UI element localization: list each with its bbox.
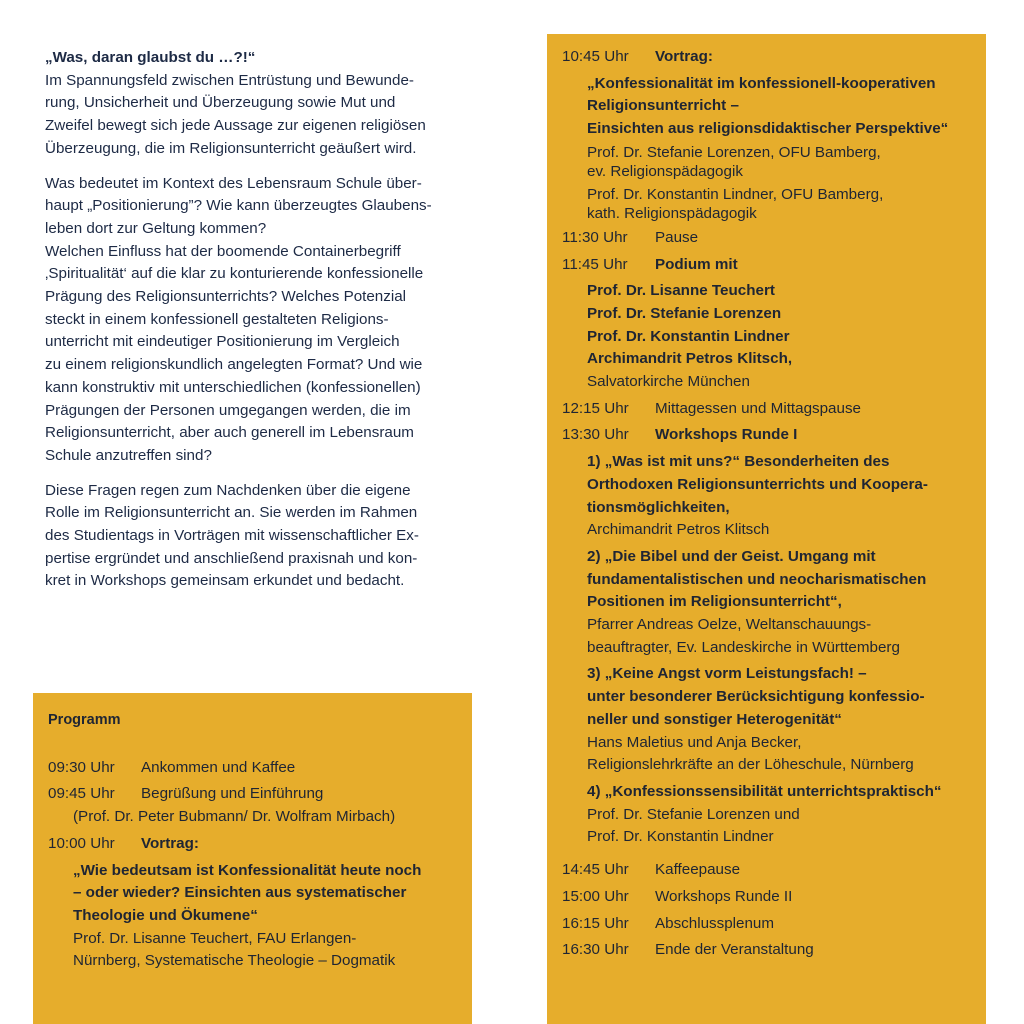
text-line: Religionsunterricht, aber auch generell im Lebensraum (45, 424, 414, 442)
text-line: Prof. Dr. Konstantin Lindner (587, 828, 774, 846)
text-line: „Konfessionalität im konfessionell-kooperativen (587, 74, 936, 92)
text-line: 4) „Konfessionssensibilität unterrichtspraktisch“ (587, 782, 942, 800)
text-line: Welchen Einfluss hat der boomende Containerbegriff (45, 242, 401, 260)
entry-label: Ende der Veranstaltung (655, 941, 814, 959)
entry-time: 12:15 Uhr (562, 399, 629, 417)
text-line: neller und sonstiger Heterogenität“ (587, 710, 842, 728)
text-line: ‚Spiritualität‘ auf die klar zu konturierende konfessionelle (45, 265, 424, 283)
entry-time: 15:00 Uhr (562, 887, 629, 905)
program-box-left (33, 693, 472, 1024)
text-line: Pfarrer Andreas Oelze, Weltanschauungs- (587, 616, 872, 634)
workshop-item (562, 781, 978, 849)
talk-title (48, 860, 464, 928)
workshop-item (562, 546, 978, 660)
text-line: 3) „Keine Angst vorm Leistungsfach! – (587, 665, 867, 683)
schedule-entry (562, 859, 978, 882)
schedule-entry (562, 398, 978, 421)
intro-paragraph-2 (45, 173, 470, 468)
text-line: Religionsunterricht – (587, 97, 739, 115)
entry-label: Begrüßung und Einführung (141, 785, 324, 803)
text-line: Prof. Dr. Lisanne Teuchert (587, 282, 775, 300)
text-line: Was bedeutet im Kontext des Lebensraum Schule über- (45, 174, 422, 192)
entry-time: 10:45 Uhr (562, 48, 629, 65)
text-line: 1) „Was ist mit uns?“ Besonderheiten des (587, 453, 890, 471)
entry-time: 11:30 Uhr (562, 228, 628, 246)
entry-time: 14:45 Uhr (562, 861, 629, 879)
entry-label: Pause (655, 228, 699, 246)
program-box-right (547, 34, 986, 1024)
text-line: ev. Religionspädagogik (587, 162, 743, 180)
entry-label: Kaffeepause (655, 861, 741, 879)
entry-label: Ankommen und Kaffee (141, 758, 296, 776)
schedule-entry (48, 833, 464, 973)
talk-speaker (562, 185, 978, 223)
text-line: Prof. Dr. Stefanie Lorenzen und (587, 805, 800, 823)
schedule-entry (562, 886, 978, 909)
schedule-entry (562, 424, 978, 447)
intro-title: „Was, daran glaubst du …?!“ (45, 49, 256, 66)
text-line: pertise ergründet und anschließend praxisnah und kon- (45, 549, 418, 567)
text-line: Nürnberg, Systematische Theologie – Dogmatik (73, 952, 396, 970)
text-line: kret in Workshops gemeinsam erkundet und bedacht. (45, 572, 405, 590)
text-line: Hans Maletius und Anja Becker, (587, 733, 802, 751)
text-line: zu einem religionskundlich angelegten Format? Und wie (45, 356, 423, 374)
talk-title (562, 73, 978, 141)
text-line: haupt „Positionierung”? Wie kann überzeugtes Glaubens- (45, 197, 432, 215)
text-line: leben dort zur Geltung kommen? (45, 219, 267, 237)
text-line: Archimandrit Petros Klitsch (587, 521, 770, 539)
entry-note: (Prof. Dr. Peter Bubmann/ Dr. Wolfram Mirbach) (73, 808, 396, 826)
text-line: Prägungen der Personen umgegangen werden, die im (45, 401, 411, 419)
text-line: unterricht mit eindeutiger Positionierung im Vergleich (45, 333, 400, 351)
schedule-entry (562, 254, 978, 394)
text-line: steckt in einem konfessionell gestalteten Religions- (45, 310, 389, 328)
talk-speaker (48, 928, 464, 973)
text-line: rung, Unsicherheit und Überzeugung sowie Mut und (45, 94, 396, 112)
text-line: tionsmöglichkeiten, (587, 498, 730, 516)
text-line: unter besonderer Berücksichtigung konfessio- (587, 688, 925, 706)
schedule-entry (48, 783, 464, 828)
workshop-item (562, 451, 978, 542)
intro-paragraph-1 (45, 47, 470, 161)
text-line: Rolle im Religionsunterricht an. Sie werden im Rahmen (45, 504, 418, 522)
text-line: Theologie und Ökumene“ (73, 906, 258, 924)
text-line: des Studientags in Vorträgen mit wissenschaftlicher Ex- (45, 527, 419, 545)
intro-paragraph-3 (45, 480, 470, 594)
text-line: Einsichten aus religionsdidaktischer Perspektive“ (587, 120, 949, 138)
entry-time: 16:30 Uhr (562, 941, 629, 959)
schedule-entry (562, 913, 978, 936)
schedule-entry (562, 227, 978, 250)
talk-speaker (562, 143, 978, 181)
schedule-entry (48, 757, 464, 780)
entry-label: Abschlussplenum (655, 914, 775, 932)
text-line: beauftragter, Ev. Landeskirche in Württemberg (587, 638, 900, 656)
text-line: „Wie bedeutsam ist Konfessionalität heute noch (73, 861, 422, 879)
text-line: Zweifel bewegt sich jede Aussage zur eigenen religiösen (45, 117, 426, 135)
entry-label: Vortrag: (141, 834, 199, 852)
text-line: Schule anzutreffen sind? (45, 446, 212, 464)
text-line: Positionen im Religionsunterricht“, (587, 593, 842, 611)
text-line: fundamentalistischen und neocharismatischen (587, 570, 927, 588)
program-heading: Programm (48, 712, 121, 728)
entry-label: Mittagessen und Mittagspause (655, 399, 861, 417)
text-line: Orthodoxen Religionsunterrichts und Koopera- (587, 475, 928, 493)
entry-label: Workshops Runde I (655, 426, 798, 444)
text-line: Prof. Dr. Konstantin Lindner, OFU Bamberg, (587, 185, 884, 203)
panel-members (562, 280, 978, 394)
text-line: Diese Fragen regen zum Nachdenken über die eigene (45, 481, 411, 499)
text-line: Religionslehrkräfte an der Löheschule, Nürnberg (587, 756, 914, 774)
text-line: Prägung des Religionsunterrichts? Welches Potenzial (45, 288, 407, 306)
workshop-item (562, 663, 978, 777)
entry-time: 10:00 Uhr (48, 834, 115, 852)
text-line: kath. Religionspädagogik (587, 204, 757, 222)
schedule-entry (562, 46, 978, 223)
text-line: Archimandrit Petros Klitsch, (587, 350, 793, 368)
entry-label: Podium mit (655, 255, 738, 273)
text-line: Salvatorkirche München (587, 373, 750, 391)
text-line: – oder wieder? Einsichten aus systematischer (73, 884, 407, 902)
entry-time: 09:45 Uhr (48, 785, 115, 803)
entry-time: 13:30 Uhr (562, 426, 629, 444)
intro-text (45, 47, 470, 605)
text-line: Prof. Dr. Lisanne Teuchert, FAU Erlangen- (73, 929, 357, 947)
entry-time: 16:15 Uhr (562, 914, 629, 932)
entry-time: 09:30 Uhr (48, 758, 115, 776)
entry-label: Vortrag: (655, 48, 713, 65)
schedule-entry (562, 939, 978, 962)
text-line: Prof. Dr. Stefanie Lorenzen (587, 304, 782, 322)
entry-time: 11:45 Uhr (562, 255, 628, 273)
text-line: kann konstruktiv mit unterschiedlichen (konfessionellen) (45, 378, 421, 396)
text-line: Prof. Dr. Konstantin Lindner (587, 327, 790, 345)
entry-label: Workshops Runde II (655, 887, 793, 905)
text-line: 2) „Die Bibel und der Geist. Umgang mit (587, 547, 876, 565)
text-line: Prof. Dr. Stefanie Lorenzen, OFU Bamberg, (587, 143, 881, 161)
text-line: Überzeugung, die im Religionsunterricht geäußert wird. (45, 139, 417, 157)
text-line: Im Spannungsfeld zwischen Entrüstung und Bewunde- (45, 71, 414, 89)
